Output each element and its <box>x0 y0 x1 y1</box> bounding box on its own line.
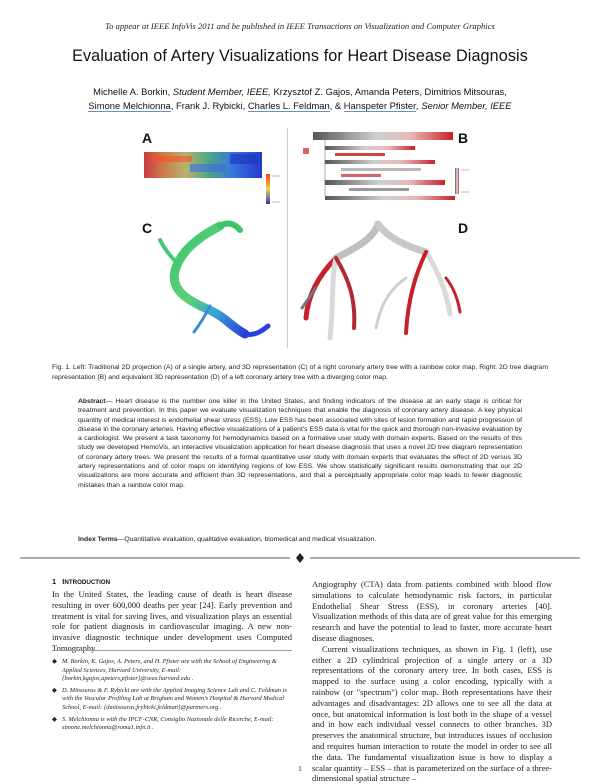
index-terms-text: —Quantitative evaluation, qualitative evaluation, biomedical and medical visualization. <box>117 536 377 543</box>
bullet-icon: ◆ <box>52 715 57 723</box>
colorbar-a <box>266 174 270 204</box>
right-paragraph-1: Angiography (CTA) data from patients combined with blood flow simulations to calculate hemodynamic risk factors, in particular Endothelial Shear Stress (ESS), in coronary arteries [40]. Visualization methods of this data are of great value for this emerging research and have the potential to lead to faster, more accurate heart disease diagnoses. <box>312 579 552 643</box>
left-column <box>52 589 292 654</box>
page-number: 1 <box>298 764 302 773</box>
authors-group: Krzysztof Z. Gajos, Amanda Peters, Dimitrios Mitsouras, <box>273 86 507 97</box>
abstract-label: Abstract <box>78 398 106 405</box>
ampersand: , & <box>329 99 342 111</box>
author-borkin: Michelle A. Borkin, <box>93 86 171 97</box>
right-paragraph-2: Current visualizations techniques, as shown in Fig. 1 (left), use either a 2D cylindrical projection of a single artery or a 3D representations of the coronary artery tree. In both cases, ESS is mapped to the surface using a color encoding, typically with a rainbow (or "spectrum") color map. Both representations have their advantages and disadvantages: 2D allows one to see all the data at once, but anatomical information is lost both in the shape of a vessel and in how each individual vessel connects to other branches. 3D preserves the anatomical structure, but introduces issues of occlusion and requires human interaction to rotate the model in order to see all the data. The fundamental visualization issue is how to display a scalar quantity – ESS – that is parameterized on the surface of a three-dimensional spatial structure – <box>312 643 552 784</box>
figure-divider <box>287 128 288 348</box>
panel-label-c: C <box>142 220 153 236</box>
artery-tree-d <box>302 224 460 338</box>
figure-1 <box>0 124 600 354</box>
author-link-feldman[interactable]: Charles L. Feldman <box>247 99 330 111</box>
section-title-first: I <box>62 577 65 586</box>
author-borkin-role: Student Member, IEEE, <box>172 86 271 97</box>
author-pfister-role: , Senior Member, IEEE <box>416 99 512 111</box>
section-title-rest: NTRODUCTION <box>64 579 111 586</box>
panel-a-projection <box>140 148 285 218</box>
figure-caption: Fig. 1. Left: Traditional 2D projection (A) of a single artery, and 3D representation (C) of a right coronary artery tree with a rainbow color map. Right: 2D tree diagram representation (B) and equivalent 3D representation (D) of a left coronary artery tree with a diverging color map. <box>52 364 548 381</box>
footnotes <box>52 658 292 736</box>
footnote: ◆ D. Mitsouras & F. Rybicki are with the Applied Imaging Science Lab and C. Feldman is with the Vascular Profiling Lab at Brigham and Women's Hospital & Harvard Medical School, E-mail: {dmitsouras,frybicki,feldman}@partners.org . <box>52 686 287 711</box>
index-terms-label: Index Terms <box>78 536 118 543</box>
section-heading <box>52 577 110 586</box>
running-header: To appear at IEEE InfoVis 2011 and be published in IEEE Transactions on Visualization and Computer Graphics <box>105 21 495 31</box>
abstract-text: — Heart disease is the number one killer in the United States, and finding indicators of the disease at an early stage is critical for treatment and prevention. In this paper we evaluate visualization techniques that enable the diagnosis of coronary artery disease. A key physical quantity of medical interest is endothelial shear stress (ESS). Low ESS has been associated with sites of lesion formation and rapid progression of disease in the coronary arteries. Having effective visualizations of a patient's ESS data is vital for the quick and thorough non-invasive evaluation by a cardiologist. We present a task taxonomy for hemodynamics based on a formative user study with domain experts. Based on the results of this study we developed HemoVis, an interactive visualization application for heart disease diagnosis that uses a novel 2D tree diagram representation of coronary artery trees. We present the results of a formal quantitative user study with domain experts that evaluates the effect of 2D versus 3D artery representations and of color maps on identifying regions of low ESS. We show statistically significant results demonstrating that our 2D visualizations are more accurate and efficient than 3D representations, and that a perceptually appropriate color map leads to fewer diagnostic mistakes than a rainbow color map. <box>78 398 522 489</box>
author-link-melchionna[interactable]: Simone Melchionna <box>88 99 171 111</box>
abstract <box>78 397 522 490</box>
author-link-pfister[interactable]: Hanspeter Pfister <box>343 99 417 111</box>
artery-vessel-c <box>174 226 245 334</box>
bullet-icon: ◆ <box>52 686 57 694</box>
panel-d-3d-diverging <box>296 218 469 350</box>
diamond-icon <box>296 553 304 563</box>
footnote: ◆ M. Borkin, K. Gajos, A. Peters, and H. Pfister are with the School of Engineering & Applied Sciences, Harvard University, E-mail: {borkin,kgajos,apeters,pfister}@seas.harvard.edu . <box>52 658 277 683</box>
bullet-icon: ◆ <box>52 658 57 665</box>
author-list <box>40 85 560 112</box>
author-rybicki: , Frank J. Rybicki, <box>170 99 246 111</box>
panel-c-3d-rainbow <box>150 216 280 348</box>
index-terms <box>78 536 522 543</box>
tree-branch-main <box>313 132 453 140</box>
panel-label-d: D <box>458 220 469 236</box>
section-number: 1 <box>52 577 57 586</box>
footnote-rule <box>52 650 292 651</box>
intro-paragraph: In the United States, the leading cause of death is heart disease resulting in over 600,000 deaths per year [24]. Early prevention and treatment is vital for saving lives, and visualization plays an essential role for patient diagnosis in cardiovascular imaging. A new non-invasive diagnostic technique under development uses Computed Tomography <box>52 589 292 653</box>
colorbar-b <box>455 168 459 194</box>
panel-label-a: A <box>142 130 153 146</box>
panel-b-tree-diagram <box>295 126 475 218</box>
right-column <box>312 579 552 784</box>
panel-label-b: B <box>458 130 469 146</box>
paper-title: Evaluation of Artery Visualizations for Heart Disease Diagnosis <box>72 47 528 65</box>
footnote: ◆ S. Melchionna is with the IPCF-CNR, Consiglio Nazionale delle Ricerche, E-mail: simone.melchionna@roma1.infn.it . <box>52 715 274 732</box>
section-separator <box>20 553 580 563</box>
